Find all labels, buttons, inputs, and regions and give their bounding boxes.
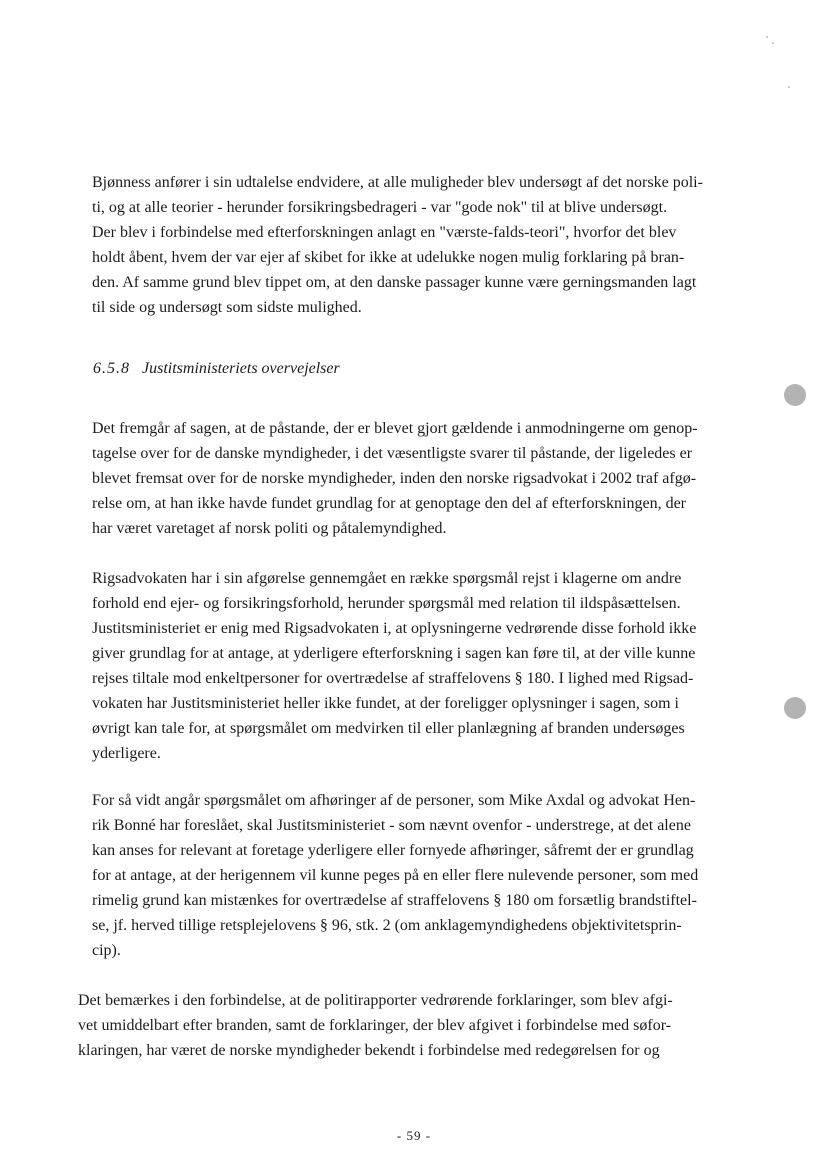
scan-speck: [766, 36, 768, 38]
text-line: den. Af samme grund blev tippet om, at den danske passager kunne være gerningsmanden lagt: [92, 274, 697, 291]
text-line: forhold end ejer- og forsikringsforhold, herunder spørgsmål med relation til ildspåsættelsen.: [92, 595, 681, 612]
text-line: Justitsministeriet er enig med Rigsadvokaten i, at oplysningerne vedrørende disse forhold ikke: [92, 620, 697, 637]
text-line: til side og undersøgt som sidste mulighed.: [92, 299, 362, 316]
text-line: tagelse over for de danske myndigheder, i det væsentligste svarer til påstande, der ligeledes er: [92, 445, 693, 462]
paragraph-5: [78, 988, 728, 1063]
text-line: For så vidt angår spørgsmålet om afhøringer af de personer, som Mike Axdal og advokat Hen-: [92, 792, 696, 809]
paragraph-1: [92, 170, 742, 320]
paragraph-3: [92, 566, 742, 766]
text-line: Det fremgår af sagen, at de påstande, der er blevet gjort gældende i anmodningerne om genop-: [92, 420, 698, 437]
section-title: Justitsministeriets overvejelser: [142, 360, 340, 377]
section-number: 6.5.8: [93, 360, 130, 377]
text-line: rik Bonné har foreslået, skal Justitsministeriet - som nævnt ovenfor - understrege, at det alene: [92, 817, 691, 834]
section-heading: [93, 360, 340, 378]
text-line: Rigsadvokaten har i sin afgørelse gennemgået en række spørgsmål rejst i klagerne om andre: [92, 570, 682, 587]
text-line: holdt åbent, hvem der var ejer af skibet for ikke at udelukke nogen mulig forklaring på bran-: [92, 249, 685, 266]
page-number: - 59 -: [396, 1128, 432, 1143]
text-line: Der blev i forbindelse med efterforskningen anlagt en "værste-falds-teori", hvorfor det blev: [92, 224, 677, 241]
text-line: Det bemærkes i den forbindelse, at de politirapporter vedrørende forklaringer, som blev afgi-: [78, 992, 673, 1009]
text-line: yderligere.: [92, 745, 161, 762]
text-line: ti, og at alle teorier - herunder forsikringsbedrageri - var "gode nok" til at blive undersøgt.: [92, 199, 668, 216]
paragraph-2: [92, 416, 742, 541]
scan-speck: [788, 86, 790, 88]
text-line: relse om, at han ikke havde fundet grundlag for at genoptage den del af efterforskningen, der: [92, 495, 686, 512]
punch-hole: [784, 384, 806, 406]
text-line: rejses tiltale mod enkeltpersoner for overtrædelse af straffelovens § 180. I lighed med Rigsad-: [92, 670, 694, 687]
text-line: klaringen, har været de norske myndigheder bekendt i forbindelse med redegørelsen for og: [78, 1042, 660, 1059]
text-line: giver grundlag for at antage, at yderligere efterforskning i sagen kan føre til, at der ville kunne: [92, 645, 696, 662]
text-line: kan anses for relevant at foretage yderligere eller fornyede afhøringer, såfremt der er grundlag: [92, 842, 694, 859]
text-line: øvrigt kan tale for, at spørgsmålet om medvirken til eller planlægning af branden undersøges: [92, 720, 685, 737]
text-line: rimelig grund kan mistænkes for overtrædelse af straffelovens § 180 om forsætlig brandstiftel-: [92, 892, 697, 909]
text-line: se, jf. herved tillige retsplejelovens § 96, stk. 2 (om anklagemyndighedens objektivitetsprin-: [92, 917, 682, 934]
text-line: cip).: [92, 942, 121, 959]
text-line: har været varetaget af norsk politi og påtalemyndighed.: [92, 520, 447, 537]
scan-speck: [772, 42, 774, 44]
text-line: blevet fremsat over for de norske myndigheder, inden den norske rigsadvokat i 2002 traf afgø-: [92, 470, 697, 487]
text-line: Bjønness anfører i sin udtalelse endvidere, at alle muligheder blev undersøgt af det norske poli-: [92, 174, 703, 191]
paragraph-4: [92, 788, 742, 963]
text-line: vet umiddelbart efter branden, samt de forklaringer, der blev afgivet i forbindelse med søfor-: [78, 1017, 672, 1034]
text-line: for at antage, at der herigennem vil kunne peges på en eller flere nulevende personer, som med: [92, 867, 699, 884]
text-line: vokaten har Justitsministeriet heller ikke fundet, at der foreligger oplysninger i sagen, som i: [92, 695, 679, 712]
punch-hole: [784, 697, 806, 719]
